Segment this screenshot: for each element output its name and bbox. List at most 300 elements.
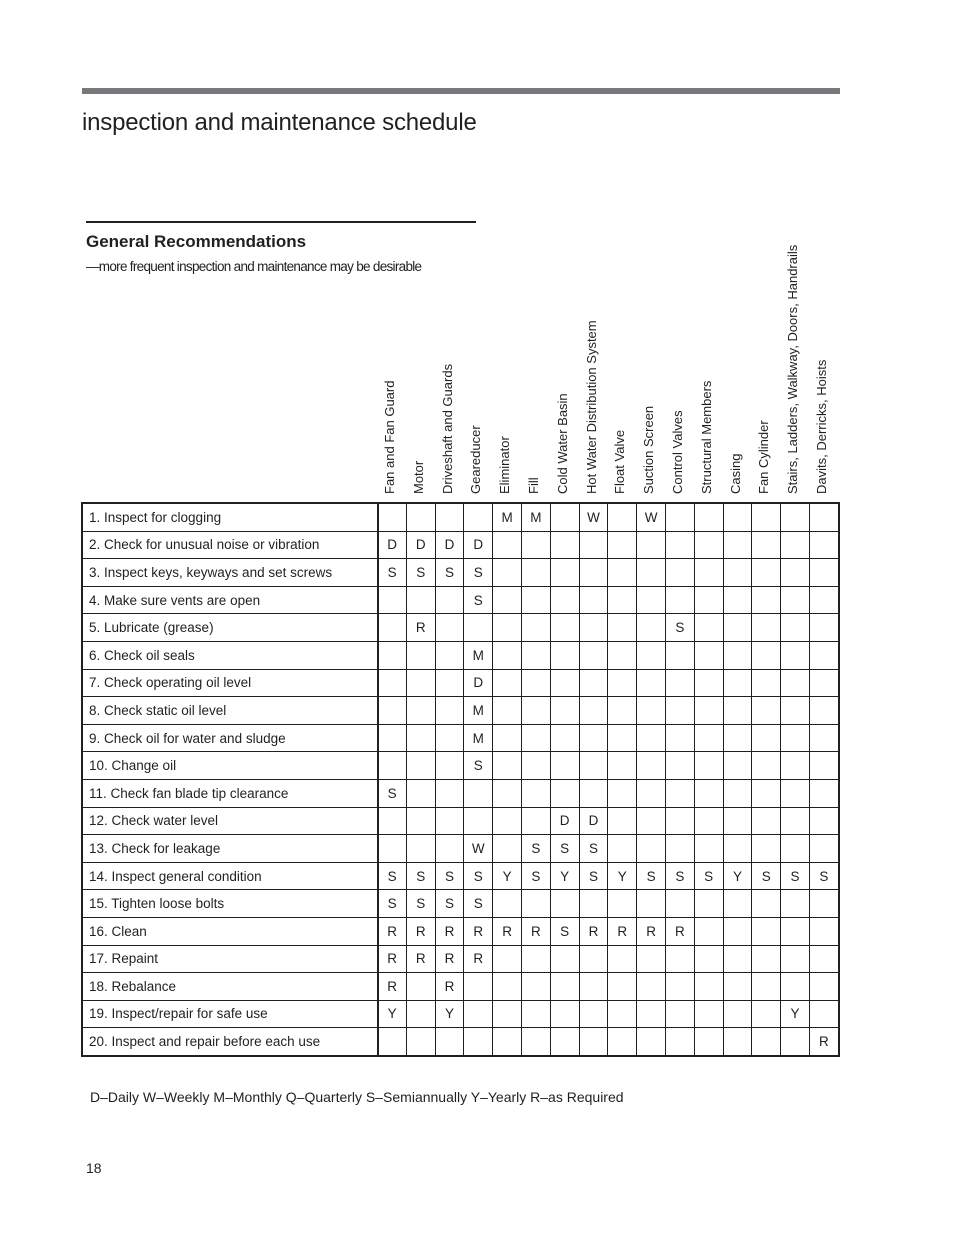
- schedule-cell: [464, 779, 493, 807]
- schedule-cell: [637, 614, 666, 642]
- schedule-cell: R: [406, 614, 435, 642]
- schedule-cell: [378, 724, 407, 752]
- schedule-cell: [579, 641, 608, 669]
- schedule-cell: [378, 835, 407, 863]
- table-row: [83, 945, 839, 973]
- column-header-label: Fill: [526, 477, 541, 494]
- schedule-cell: [694, 614, 723, 642]
- schedule-cell: [752, 559, 781, 587]
- task-label: 1. Inspect for clogging: [83, 504, 378, 532]
- schedule-cell: [435, 835, 464, 863]
- schedule-cell: [406, 1028, 435, 1056]
- column-header: [607, 194, 635, 494]
- schedule-cell: [637, 724, 666, 752]
- schedule-cell: R: [493, 917, 522, 945]
- schedule-cell: [809, 586, 838, 614]
- schedule-cell: [608, 531, 637, 559]
- schedule-cell: [406, 835, 435, 863]
- schedule-cell: R: [378, 917, 407, 945]
- schedule-cell: [781, 779, 810, 807]
- schedule-cell: [781, 531, 810, 559]
- schedule-cell: [550, 586, 579, 614]
- schedule-cell: [723, 807, 752, 835]
- table-row: [83, 917, 839, 945]
- schedule-cell: [637, 1000, 666, 1028]
- schedule-cell: [809, 724, 838, 752]
- schedule-cell: [406, 504, 435, 532]
- schedule-cell: [406, 807, 435, 835]
- schedule-cell: [723, 697, 752, 725]
- schedule-cell: [781, 724, 810, 752]
- schedule-cell: [809, 531, 838, 559]
- table-row: [83, 669, 839, 697]
- schedule-cell: Y: [550, 862, 579, 890]
- schedule-cell: D: [579, 807, 608, 835]
- schedule-cell: [637, 752, 666, 780]
- schedule-cell: [406, 779, 435, 807]
- schedule-cell: [694, 531, 723, 559]
- task-label: 10. Change oil: [83, 752, 378, 780]
- schedule-cell: D: [435, 531, 464, 559]
- schedule-cell: [579, 779, 608, 807]
- schedule-cell: [694, 917, 723, 945]
- schedule-cell: S: [637, 862, 666, 890]
- schedule-cell: [406, 973, 435, 1001]
- schedule-cell: [723, 973, 752, 1001]
- column-header-label: Hot Water Distribution System: [583, 320, 599, 494]
- schedule-cell: [521, 890, 550, 918]
- schedule-cell: [809, 641, 838, 669]
- schedule-cell: [637, 559, 666, 587]
- schedule-cell: [579, 973, 608, 1001]
- schedule-cell: [781, 917, 810, 945]
- schedule-cell: [665, 1000, 694, 1028]
- schedule-cell: S: [464, 559, 493, 587]
- schedule-cell: [637, 1028, 666, 1056]
- schedule-cell: [435, 724, 464, 752]
- column-header-label: Eliminator: [497, 436, 513, 494]
- schedule-cell: R: [435, 917, 464, 945]
- schedule-cell: [665, 835, 694, 863]
- schedule-cell: [464, 1028, 493, 1056]
- schedule-cell: [809, 614, 838, 642]
- schedule-cell: [608, 890, 637, 918]
- schedule-cell: [493, 1000, 522, 1028]
- column-header-label: Control Valves: [670, 410, 685, 494]
- schedule-cell: [579, 945, 608, 973]
- schedule-cell: R: [435, 973, 464, 1001]
- schedule-cell: [521, 945, 550, 973]
- schedule-cell: R: [608, 917, 637, 945]
- schedule-cell: [665, 531, 694, 559]
- schedule-cell: [752, 945, 781, 973]
- column-header: [694, 194, 722, 494]
- schedule-cell: [406, 1000, 435, 1028]
- schedule-cell: [637, 779, 666, 807]
- schedule-cell: [694, 641, 723, 669]
- schedule-cell: [435, 807, 464, 835]
- schedule-cell: D: [550, 807, 579, 835]
- schedule-cell: [435, 779, 464, 807]
- schedule-cell: [550, 890, 579, 918]
- table-row: [83, 531, 839, 559]
- schedule-cell: [637, 531, 666, 559]
- table-row: [83, 586, 839, 614]
- schedule-cell: R: [435, 945, 464, 973]
- table-row: [83, 835, 839, 863]
- schedule-cell: [809, 752, 838, 780]
- column-header: [636, 194, 664, 494]
- schedule-cell: [723, 724, 752, 752]
- schedule-cell: [809, 890, 838, 918]
- schedule-cell: [435, 614, 464, 642]
- column-header: [723, 194, 751, 494]
- table-row: [83, 1000, 839, 1028]
- schedule-cell: W: [464, 835, 493, 863]
- schedule-cell: S: [435, 890, 464, 918]
- task-label: 16. Clean: [83, 917, 378, 945]
- schedule-cell: [493, 641, 522, 669]
- schedule-cell: [637, 669, 666, 697]
- schedule-cell: [435, 1028, 464, 1056]
- schedule-cell: Y: [723, 862, 752, 890]
- column-header: [463, 194, 491, 494]
- schedule-cell: [493, 559, 522, 587]
- schedule-cell: [809, 807, 838, 835]
- schedule-cell: [694, 559, 723, 587]
- schedule-cell: [781, 835, 810, 863]
- schedule-cell: [550, 504, 579, 532]
- schedule-cell: [723, 586, 752, 614]
- schedule-cell: [694, 890, 723, 918]
- schedule-cell: [809, 945, 838, 973]
- schedule-cell: R: [665, 917, 694, 945]
- column-header-label: Cold Water Basin: [554, 393, 570, 494]
- frequency-legend: D–Daily W–Weekly M–Monthly Q–Quarterly S–Semiannually Y–Yearly R–as Required: [90, 1089, 624, 1105]
- schedule-cell: S: [665, 862, 694, 890]
- schedule-cell: [723, 945, 752, 973]
- task-label: 17. Repaint: [83, 945, 378, 973]
- schedule-cell: [665, 724, 694, 752]
- schedule-cell: [665, 669, 694, 697]
- schedule-cell: [493, 697, 522, 725]
- schedule-cell: [493, 973, 522, 1001]
- schedule-cell: [752, 835, 781, 863]
- schedule-cell: D: [406, 531, 435, 559]
- task-label: 14. Inspect general condition: [83, 862, 378, 890]
- schedule-cell: [809, 504, 838, 532]
- schedule-cell: [435, 504, 464, 532]
- schedule-cell: [493, 531, 522, 559]
- schedule-cell: R: [637, 917, 666, 945]
- table-row: [83, 724, 839, 752]
- schedule-cell: [665, 504, 694, 532]
- schedule-cell: [752, 724, 781, 752]
- schedule-cell: R: [521, 917, 550, 945]
- schedule-cell: M: [521, 504, 550, 532]
- schedule-cell: [723, 890, 752, 918]
- schedule-cell: [521, 559, 550, 587]
- schedule-cell: [550, 779, 579, 807]
- schedule-cell: [723, 1000, 752, 1028]
- column-header: [665, 194, 693, 494]
- schedule-cell: [637, 641, 666, 669]
- schedule-cell: [521, 724, 550, 752]
- schedule-cell: S: [406, 890, 435, 918]
- schedule-cell: [608, 586, 637, 614]
- schedule-cell: [378, 752, 407, 780]
- schedule-cell: [464, 504, 493, 532]
- schedule-cell: [752, 586, 781, 614]
- schedule-cell: S: [464, 862, 493, 890]
- task-label: 13. Check for leakage: [83, 835, 378, 863]
- schedule-cell: [752, 1000, 781, 1028]
- schedule-cell: [694, 1000, 723, 1028]
- schedule-cell: [752, 531, 781, 559]
- table-row: [83, 697, 839, 725]
- schedule-cell: [809, 917, 838, 945]
- schedule-cell: [694, 669, 723, 697]
- schedule-cell: S: [406, 862, 435, 890]
- schedule-cell: [752, 890, 781, 918]
- schedule-cell: [550, 1028, 579, 1056]
- schedule-cell: [521, 669, 550, 697]
- schedule-cell: [608, 779, 637, 807]
- schedule-cell: [665, 973, 694, 1001]
- schedule-cell: [781, 697, 810, 725]
- schedule-cell: [521, 807, 550, 835]
- schedule-cell: [608, 835, 637, 863]
- schedule-cell: [579, 724, 608, 752]
- schedule-cell: [521, 641, 550, 669]
- schedule-cell: [579, 559, 608, 587]
- schedule-cell: [781, 669, 810, 697]
- column-header: [579, 194, 607, 494]
- task-label: 2. Check for unusual noise or vibration: [83, 531, 378, 559]
- schedule-cell: [608, 752, 637, 780]
- schedule-table: [82, 503, 839, 1056]
- schedule-cell: [665, 697, 694, 725]
- schedule-cell: [723, 752, 752, 780]
- schedule-cell: [493, 945, 522, 973]
- schedule-cell: [637, 890, 666, 918]
- schedule-cell: S: [781, 862, 810, 890]
- column-header: [550, 194, 578, 494]
- column-header: [521, 194, 549, 494]
- schedule-cell: [608, 559, 637, 587]
- schedule-cell: [781, 807, 810, 835]
- schedule-cell: R: [406, 945, 435, 973]
- schedule-cell: [809, 669, 838, 697]
- schedule-cell: Y: [435, 1000, 464, 1028]
- schedule-cell: [694, 504, 723, 532]
- schedule-cell: S: [694, 862, 723, 890]
- schedule-cell: [521, 1000, 550, 1028]
- schedule-cell: [752, 752, 781, 780]
- schedule-cell: [464, 973, 493, 1001]
- schedule-cell: [723, 559, 752, 587]
- schedule-cell: [608, 973, 637, 1001]
- schedule-cell: [752, 917, 781, 945]
- schedule-cell: [665, 641, 694, 669]
- schedule-cell: [550, 559, 579, 587]
- schedule-cell: [752, 669, 781, 697]
- schedule-cell: [579, 697, 608, 725]
- column-header-label: Structural Members: [698, 380, 714, 494]
- task-label: 9. Check oil for water and sludge: [83, 724, 378, 752]
- schedule-cell: [723, 917, 752, 945]
- table-row: [83, 779, 839, 807]
- table-row: [83, 641, 839, 669]
- schedule-cell: [781, 945, 810, 973]
- schedule-cell: [781, 973, 810, 1001]
- schedule-cell: R: [378, 973, 407, 1001]
- schedule-cell: [752, 614, 781, 642]
- schedule-cell: [694, 586, 723, 614]
- column-header: [406, 194, 434, 494]
- table-row: [83, 752, 839, 780]
- schedule-cell: [694, 807, 723, 835]
- task-label: 15. Tighten loose bolts: [83, 890, 378, 918]
- schedule-cell: [608, 807, 637, 835]
- schedule-cell: [723, 779, 752, 807]
- schedule-cell: [608, 945, 637, 973]
- schedule-cell: [752, 641, 781, 669]
- schedule-cell: [378, 1028, 407, 1056]
- schedule-cell: Y: [608, 862, 637, 890]
- schedule-cell: [608, 504, 637, 532]
- column-header-label: Davits, Derricks, Hoists: [814, 359, 829, 494]
- schedule-cell: [665, 945, 694, 973]
- schedule-cell: [435, 669, 464, 697]
- schedule-cell: [550, 697, 579, 725]
- schedule-cell: [665, 752, 694, 780]
- task-label: 12. Check water level: [83, 807, 378, 835]
- schedule-cell: [752, 779, 781, 807]
- schedule-cell: R: [406, 917, 435, 945]
- schedule-cell: Y: [493, 862, 522, 890]
- schedule-cell: [608, 697, 637, 725]
- schedule-cell: [694, 724, 723, 752]
- schedule-cell: S: [378, 890, 407, 918]
- schedule-cell: [752, 1028, 781, 1056]
- schedule-cell: [550, 531, 579, 559]
- schedule-cell: [378, 697, 407, 725]
- column-header-label: Fan Cylinder: [756, 420, 772, 494]
- schedule-cell: [550, 669, 579, 697]
- schedule-cell: [521, 779, 550, 807]
- schedule-cell: [694, 752, 723, 780]
- schedule-cell: [809, 1000, 838, 1028]
- column-header: [377, 194, 405, 494]
- task-label: 11. Check fan blade tip clearance: [83, 779, 378, 807]
- schedule-cell: [435, 697, 464, 725]
- schedule-cell: [809, 835, 838, 863]
- schedule-cell: S: [435, 559, 464, 587]
- schedule-cell: S: [521, 835, 550, 863]
- schedule-cell: [752, 973, 781, 1001]
- schedule-cell: S: [378, 779, 407, 807]
- column-header: [751, 194, 779, 494]
- schedule-cell: [809, 697, 838, 725]
- table-row: [83, 890, 839, 918]
- schedule-cell: [723, 641, 752, 669]
- schedule-cell: S: [579, 835, 608, 863]
- schedule-cell: S: [752, 862, 781, 890]
- schedule-cell: [809, 973, 838, 1001]
- schedule-cell: S: [464, 890, 493, 918]
- section-note: —more frequent inspection and maintenance may be desirable: [86, 259, 422, 274]
- schedule-cell: [579, 586, 608, 614]
- column-header-label: Geareducer: [468, 425, 484, 494]
- task-label: 18. Rebalance: [83, 973, 378, 1001]
- task-label: 19. Inspect/repair for safe use: [83, 1000, 378, 1028]
- task-label: 8. Check static oil level: [83, 697, 378, 725]
- schedule-cell: [579, 1000, 608, 1028]
- table-row: [83, 973, 839, 1001]
- schedule-cell: [694, 973, 723, 1001]
- schedule-cell: [752, 697, 781, 725]
- schedule-cell: [464, 1000, 493, 1028]
- column-header-label: Casing: [727, 453, 743, 494]
- schedule-cell: [435, 586, 464, 614]
- schedule-cell: [579, 752, 608, 780]
- table-row: [83, 559, 839, 587]
- schedule-cell: [521, 614, 550, 642]
- schedule-cell: [579, 669, 608, 697]
- task-label: 3. Inspect keys, keyways and set screws: [83, 559, 378, 587]
- column-header-label: Stairs, Ladders, Walkway, Doors, Handrails: [785, 244, 801, 494]
- schedule-cell: [665, 1028, 694, 1056]
- schedule-cell: R: [378, 945, 407, 973]
- schedule-cell: [694, 835, 723, 863]
- schedule-cell: [781, 1028, 810, 1056]
- schedule-cell: [723, 669, 752, 697]
- schedule-cell: [550, 614, 579, 642]
- schedule-cell: [493, 614, 522, 642]
- schedule-cell: [637, 835, 666, 863]
- schedule-cell: [521, 1028, 550, 1056]
- schedule-cell: S: [550, 835, 579, 863]
- schedule-cell: [378, 504, 407, 532]
- schedule-cell: D: [378, 531, 407, 559]
- schedule-cell: M: [464, 641, 493, 669]
- column-header: [780, 194, 808, 494]
- schedule-cell: M: [493, 504, 522, 532]
- schedule-cell: [493, 1028, 522, 1056]
- schedule-cell: [464, 614, 493, 642]
- schedule-cell: [406, 641, 435, 669]
- schedule-cell: [723, 835, 752, 863]
- schedule-cell: [608, 1000, 637, 1028]
- schedule-cell: [550, 752, 579, 780]
- schedule-cell: [435, 752, 464, 780]
- section-heading: General Recommendations: [86, 232, 307, 251]
- top-rule: [82, 88, 840, 94]
- schedule-cell: [493, 669, 522, 697]
- schedule-cell: [723, 504, 752, 532]
- schedule-cell: [781, 752, 810, 780]
- schedule-cell: [665, 779, 694, 807]
- schedule-cell: [665, 890, 694, 918]
- task-label: 20. Inspect and repair before each use: [83, 1028, 378, 1056]
- task-label: 4. Make sure vents are open: [83, 586, 378, 614]
- schedule-cell: [694, 779, 723, 807]
- schedule-cell: [378, 586, 407, 614]
- schedule-cell: [608, 669, 637, 697]
- column-header-label: Driveshaft and Guards: [439, 363, 455, 494]
- schedule-cell: [637, 697, 666, 725]
